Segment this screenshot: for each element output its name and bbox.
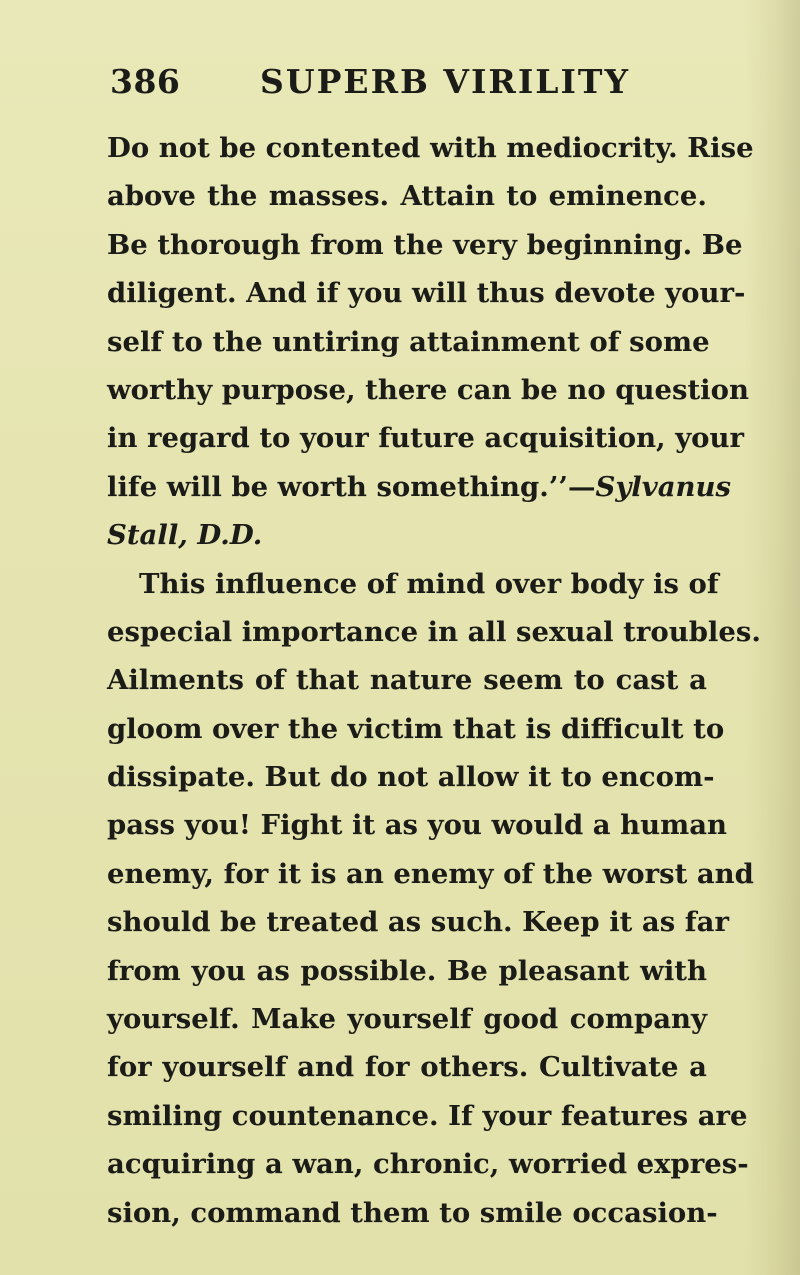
running-head (110, 62, 710, 112)
text-line: enemy, for it is an enemy of the worst and (107, 857, 754, 890)
text-line: especial importance in all sexual troubles. (107, 615, 761, 648)
attribution-credential: Stall, D.D. (107, 519, 263, 552)
text-line: pass you! Fight it as you would a human (107, 809, 728, 842)
text-line: gloom over the victim that is difficult to (107, 712, 725, 745)
page-number: 386 (110, 62, 181, 101)
text-line: sion, command them to smile occasion- (107, 1196, 718, 1229)
text-line: Ailments of that nature seem to cast a (107, 664, 707, 697)
paragraph-start-line: This influence of mind over body is of (139, 567, 719, 600)
running-head-title: SUPERB VIRILITY (260, 62, 631, 101)
text-line: smiling countenance. If your features are (107, 1099, 748, 1132)
text-line: self to the untiring attainment of some (107, 325, 710, 358)
text-line: Be thorough from the very beginning. Be (107, 228, 743, 261)
quote-end-text: life will be worth something.’’— (107, 470, 596, 503)
text-line-with-attribution (107, 463, 732, 511)
text-line: for yourself and for others. Cultivate a (107, 1051, 707, 1084)
text-line: acquiring a wan, chronic, worried expres- (107, 1148, 749, 1181)
text-line: should be treated as such. Keep it as far (107, 906, 729, 939)
text-line: worthy purpose, there can be no question (107, 373, 749, 406)
text-line: diligent. And if you will thus devote your- (107, 277, 746, 310)
text-line: above the masses. Attain to eminence. (107, 180, 707, 213)
body-text (107, 124, 761, 1237)
text-line: from you as possible. Be pleasant with (107, 954, 707, 987)
text-line: in regard to your future acquisition, your (107, 422, 745, 455)
text-line: yourself. Make yourself good company (107, 1003, 707, 1036)
text-line: Do not be contented with mediocrity. Rise (107, 132, 754, 164)
text-line: dissipate. But do not allow it to encom- (107, 761, 715, 794)
attribution-name: Sylvanus (595, 470, 732, 503)
